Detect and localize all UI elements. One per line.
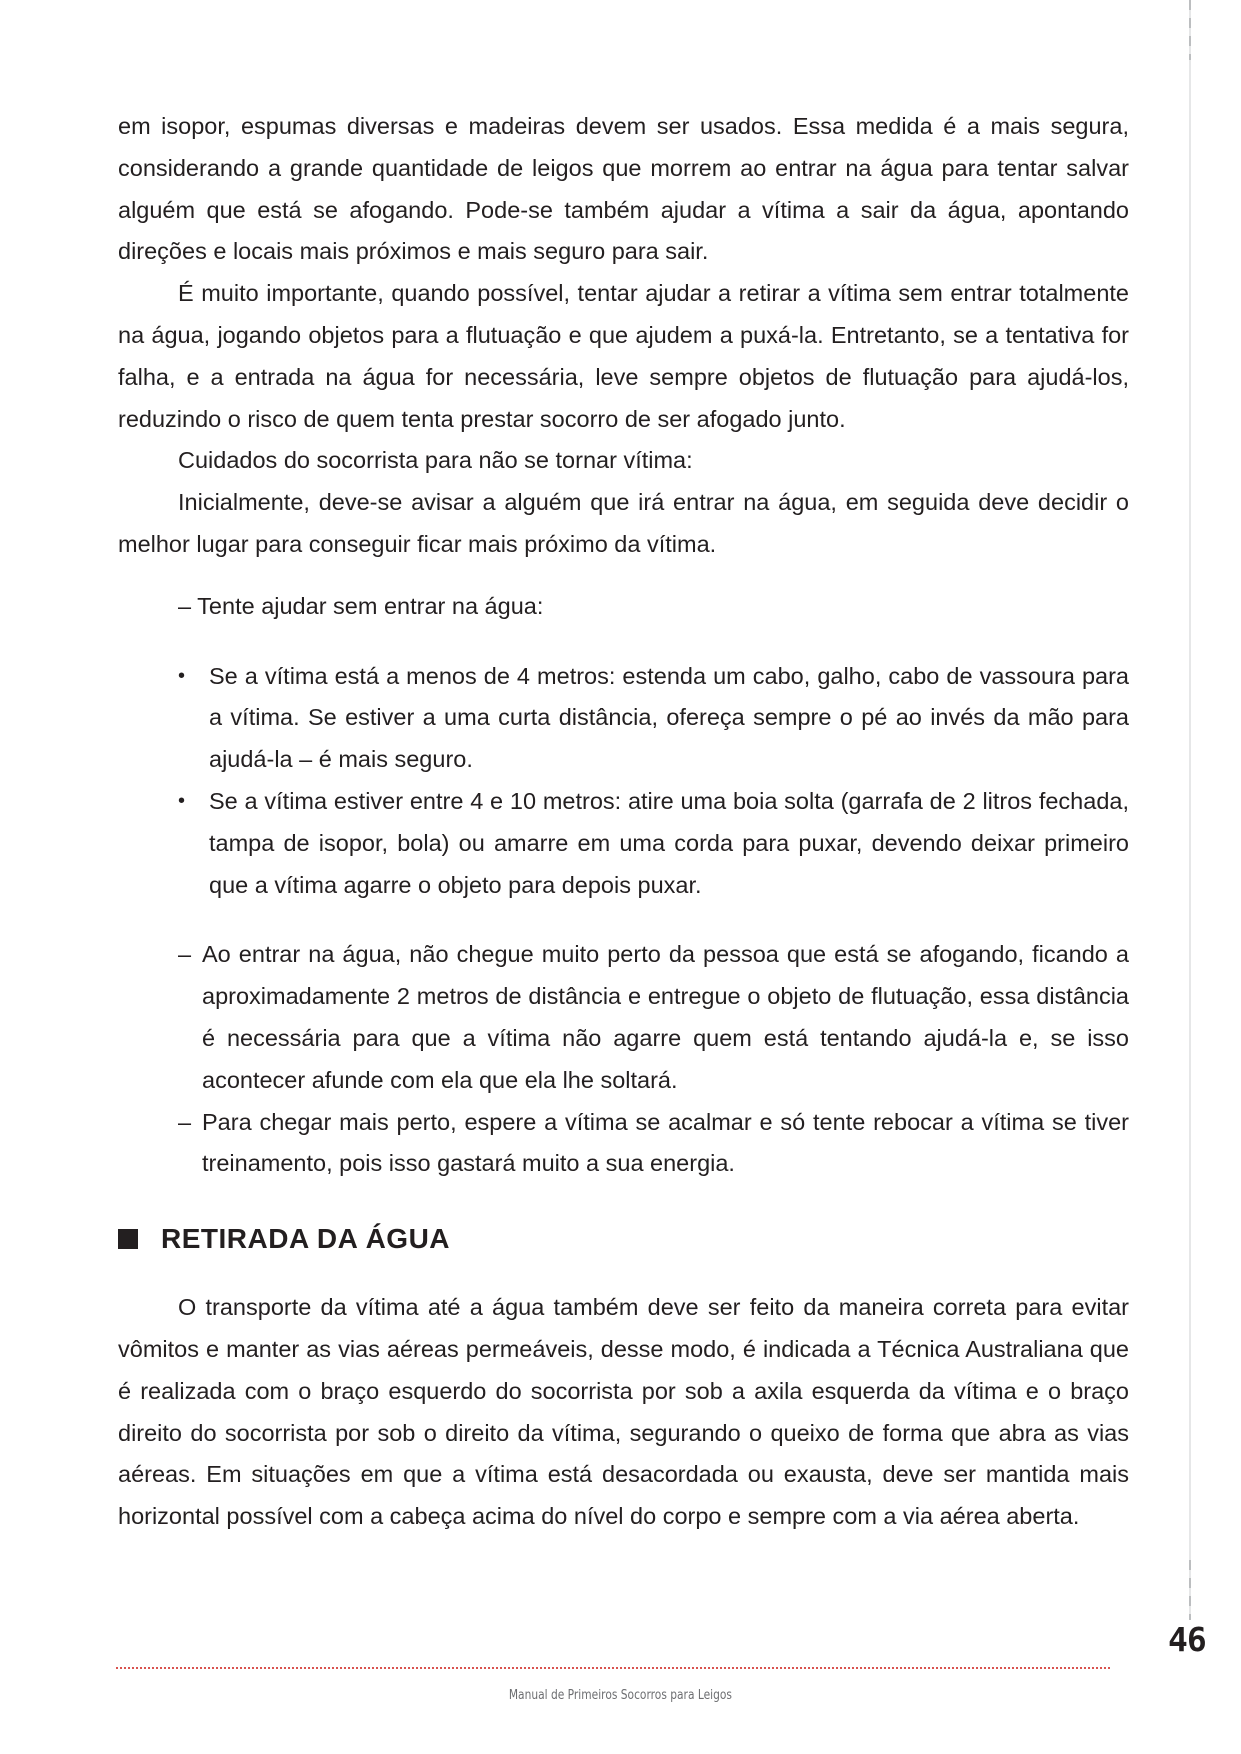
- page-body: [118, 106, 1129, 1538]
- right-margin-rule: [1189, 0, 1191, 1620]
- list-item-text: Para chegar mais perto, espere a vítima se acalmar e só tente rebocar a vítima se tiver treinamento, pois isso gastará muito a sua energia.: [202, 1108, 1129, 1177]
- list-item: [118, 934, 1129, 1101]
- list-item-text: Se a vítima estiver entre 4 e 10 metros: atire uma boia solta (garrafa de 2 litros fechada, tampa de isopor, bola) ou amarre em uma corda para puxar, devendo deixar primeiro que a vítima agarre o objeto para depois puxar.: [209, 787, 1129, 898]
- list-item: [118, 1102, 1129, 1186]
- paragraph-rescuer-care-title: Cuidados do socorrista para não se tornar vítima:: [178, 447, 693, 474]
- dash-marker: –: [178, 941, 192, 968]
- page-number: 46: [1168, 1620, 1206, 1659]
- right-margin-ticks-bottom: [1189, 1560, 1191, 1620]
- section-heading-text: RETIRADA DA ÁGUA: [161, 1223, 451, 1255]
- paragraph-continuation: em isopor, espumas diversas e madeiras devem ser usados. Essa medida é a mais segura, considerando a grande quantidade de leigos que morrem ao entrar na água para tentar salvar alguém que está se afogando. Pode-se também ajudar a vítima a sair da água, apontando direções e locais mais próximos e mais seguro para sair.: [118, 113, 1129, 265]
- list-item-text: Se a vítima está a menos de 4 metros: estenda um cabo, galho, cabo de vassoura para a vítima. Se estiver a uma curta distância, ofereça sempre o pé ao invés da mão para ajudá-la – é mais seguro.: [209, 662, 1129, 773]
- section-paragraph: O transporte da vítima até a água também deve ser feito da maneira correta para evitar vômitos e manter as vias aéreas permeáveis, desse modo, é indicada a Técnica Australiana que é realizada com o braço esquerdo do socorrista por sob a axila esquerda da vítima e o braço direito do socorrista por sob o direito da vítima, segurando o queixo de forma que abra as vias aéreas. Em situações em que a vítima está desacordada ou exausta, deve ser mantida mais horizontal possível com a cabeça acima do nível do corpo e sempre com a via aérea aberta.: [118, 1294, 1129, 1530]
- footer-divider: [116, 1667, 1110, 1669]
- footer-book-title: Manual de Primeiros Socorros para Leigos: [508, 1688, 732, 1703]
- square-bullet-icon: [118, 1229, 138, 1249]
- dash-marker: –: [178, 1108, 192, 1135]
- bullet-marker: •: [178, 664, 186, 687]
- dash-list: [118, 934, 1129, 1185]
- bullet-list: [118, 656, 1129, 907]
- paragraph-initial-steps: Inicialmente, deve-se avisar a alguém que irá entrar na água, em seguida deve decidir o melhor lugar para conseguir ficar mais próximo da vítima.: [118, 489, 1129, 557]
- right-margin-ticks-top: [1189, 0, 1191, 60]
- dash-intro: – Tente ajudar sem entrar na água:: [178, 592, 544, 619]
- list-item-text: Ao entrar na água, não chegue muito perto da pessoa que está se afogando, ficando a aproximadamente 2 metros de distância e entregue o objeto de flutuação, essa distância é necessária para que a vítima não agarre quem está tentando ajudá-la e, se isso acontecer afunde com ela que ela lhe soltará.: [202, 941, 1129, 1093]
- bullet-marker: •: [178, 789, 186, 812]
- section-heading: [118, 1219, 1129, 1259]
- list-item: [118, 656, 1129, 781]
- list-item: [118, 781, 1129, 906]
- paragraph-rescue-without-entering: É muito importante, quando possível, tentar ajudar a retirar a vítima sem entrar totalmente na água, jogando objetos para a flutuação e que ajudem a puxá-la. Entretanto, se a tentativa for falha, e a entrada na água for necessária, leve sempre objetos de flutuação para ajudá-los, reduzindo o risco de quem tenta prestar socorro de ser afogado junto.: [118, 280, 1129, 432]
